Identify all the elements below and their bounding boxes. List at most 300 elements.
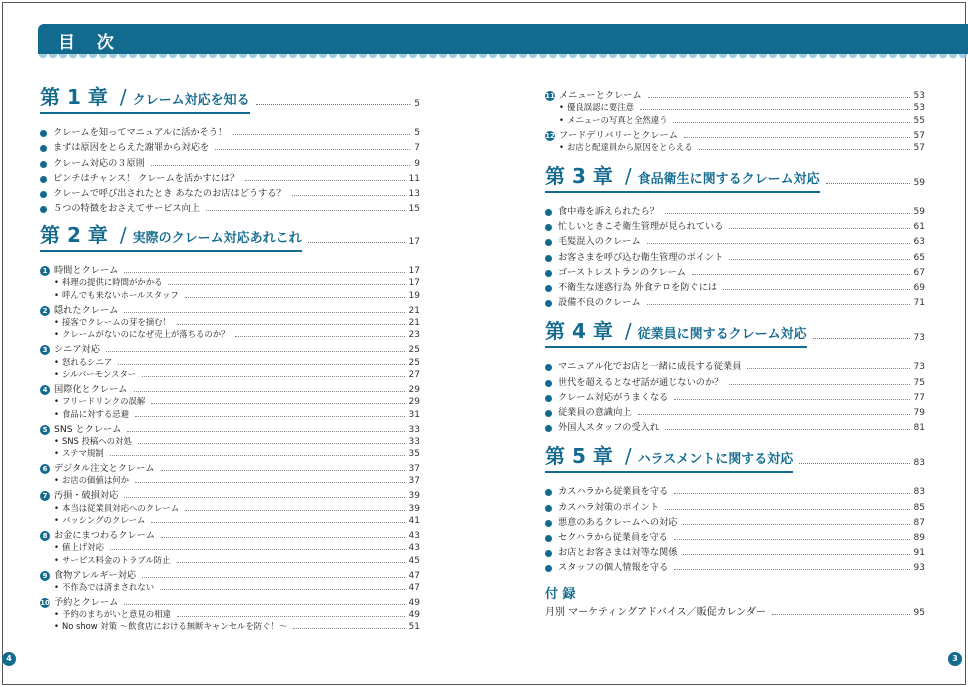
subsection-item-page: 37 bbox=[408, 476, 420, 487]
chapter-item-page: 83 bbox=[913, 487, 925, 498]
subsection-item[interactable] bbox=[40, 501, 420, 513]
subsection-item-text: • 怒れるシニア bbox=[54, 356, 112, 368]
chapter-item-list bbox=[545, 202, 925, 308]
chapter-item-text: 従業員の意識向上 bbox=[558, 406, 632, 418]
chapter-item-page: 63 bbox=[913, 237, 925, 248]
leader-dots bbox=[729, 228, 909, 229]
chapter-item-text: お店とお客さまは対等な関係 bbox=[558, 547, 678, 559]
chapter-item-text: クレームを知ってマニュアルに活かそう！ bbox=[53, 127, 228, 139]
chapter-item-text: まずは原因をとらえた謝罪から対応を bbox=[53, 142, 210, 154]
leader-dots bbox=[692, 274, 910, 275]
bullet-icon bbox=[40, 161, 47, 168]
leader-dots bbox=[160, 589, 404, 590]
chapter-item[interactable] bbox=[545, 543, 925, 558]
bullet-icon bbox=[40, 191, 47, 198]
chapter-item-page: 87 bbox=[913, 517, 925, 528]
subsection-item[interactable] bbox=[40, 276, 420, 288]
leader-dots bbox=[813, 338, 910, 339]
subsection-item-page: 33 bbox=[408, 436, 420, 447]
chapter-page: 59 bbox=[913, 177, 925, 188]
subsection-item-text: • フリードリンクの誤解 bbox=[54, 395, 145, 407]
chapter-item[interactable] bbox=[545, 293, 925, 308]
chapter-page: 83 bbox=[913, 458, 925, 469]
spacer bbox=[545, 348, 925, 357]
leader-dots bbox=[772, 614, 910, 615]
subsection-item[interactable] bbox=[40, 395, 420, 407]
chapter-label bbox=[40, 81, 250, 114]
bullet-icon bbox=[545, 550, 552, 557]
leader-dots bbox=[799, 463, 909, 464]
subsection-item[interactable] bbox=[40, 435, 420, 447]
leader-dots bbox=[729, 259, 909, 260]
section-item-page: 25 bbox=[408, 345, 420, 356]
leader-dots bbox=[215, 149, 410, 150]
chapter-item-page: 85 bbox=[913, 502, 925, 513]
subsection-item-text: • お店と配達員から原因をとらえる bbox=[559, 141, 693, 153]
chapter-page: 17 bbox=[408, 237, 420, 248]
leader-dots bbox=[110, 455, 405, 456]
bullet-icon bbox=[545, 425, 552, 432]
leader-dots bbox=[185, 297, 405, 298]
chapter-heading[interactable] bbox=[545, 443, 925, 473]
leader-dots bbox=[647, 243, 910, 244]
chapter-item-page: 67 bbox=[913, 267, 925, 278]
chapter-title: 従業員に関するクレーム対応 bbox=[637, 327, 807, 343]
chapter-item-page: 81 bbox=[913, 423, 925, 434]
section-item[interactable] bbox=[40, 593, 420, 608]
chapter-item-page: 91 bbox=[913, 548, 925, 559]
section-item-text: シニア対応 bbox=[54, 344, 100, 356]
chapter-heading[interactable] bbox=[40, 84, 420, 114]
section-item-page: 53 bbox=[913, 91, 925, 101]
section-item[interactable] bbox=[40, 261, 420, 276]
leader-dots bbox=[138, 443, 405, 444]
leader-dots bbox=[118, 364, 404, 365]
subsection-item-page: 45 bbox=[408, 555, 420, 566]
leader-dots bbox=[185, 510, 404, 511]
section-item-text: 食物アレルギー対応 bbox=[54, 569, 137, 581]
leader-dots bbox=[683, 524, 909, 525]
slash-divider: / bbox=[624, 319, 632, 344]
subsection-item-page: 41 bbox=[408, 515, 420, 526]
bullet-icon bbox=[545, 364, 552, 371]
leader-dots bbox=[206, 210, 405, 211]
subsection-item-page: 27 bbox=[408, 369, 420, 380]
subsection-item-page: 31 bbox=[408, 409, 420, 420]
chapter-item-page: 93 bbox=[913, 563, 925, 574]
leader-dots bbox=[308, 242, 405, 243]
chapter-item[interactable] bbox=[40, 123, 420, 138]
subsection-item-text: • 本当は従業員対応へのクレーム bbox=[54, 502, 179, 514]
bullet-icon bbox=[545, 285, 552, 292]
section-item[interactable] bbox=[40, 340, 420, 355]
section-item[interactable] bbox=[40, 380, 420, 395]
section-number-icon: 9 bbox=[40, 571, 50, 581]
leader-dots bbox=[177, 324, 405, 325]
leader-dots bbox=[135, 416, 405, 417]
chapter-item-page: 15 bbox=[408, 204, 420, 215]
bullet-icon bbox=[545, 270, 552, 277]
chapter-item[interactable] bbox=[545, 202, 925, 217]
chapter-label bbox=[40, 219, 302, 252]
chapter-item-text: 毛髪混入のクレーム bbox=[558, 236, 641, 248]
appendix-item-text: 月別 マーケティングアドバイス／販促カレンダー bbox=[545, 607, 767, 619]
chapter-heading[interactable] bbox=[545, 163, 925, 193]
leader-dots bbox=[177, 616, 405, 617]
leader-dots bbox=[638, 414, 910, 415]
subsection-item-page: 51 bbox=[408, 622, 420, 633]
chapter-item-list bbox=[40, 123, 420, 214]
section-item-page: 21 bbox=[408, 305, 420, 316]
chapter-item-page: 71 bbox=[913, 298, 925, 309]
leader-dots bbox=[142, 577, 404, 578]
chapter-item-text: セクハラから従業員を守る bbox=[558, 531, 668, 543]
section-item[interactable] bbox=[40, 301, 420, 316]
leader-dots bbox=[124, 272, 404, 273]
chapter-item[interactable] bbox=[545, 278, 925, 293]
subsection-item-page: 17 bbox=[408, 278, 420, 289]
chapter-item-text: 忙しいときこそ衛生管理が見られている bbox=[558, 221, 724, 233]
leader-dots bbox=[747, 368, 909, 369]
leader-dots bbox=[292, 195, 405, 196]
chapter-item-page: 13 bbox=[408, 188, 420, 199]
chapter-item[interactable] bbox=[545, 497, 925, 512]
section-item[interactable] bbox=[40, 459, 420, 474]
leader-dots bbox=[256, 104, 411, 105]
bullet-icon bbox=[545, 209, 552, 216]
chapter-item-page: 61 bbox=[913, 222, 925, 233]
leader-dots bbox=[826, 183, 910, 184]
subsection-item-text: • クレームがないのになぜ売上が落ちるのか？ bbox=[54, 328, 229, 340]
chapter-heading[interactable] bbox=[545, 318, 925, 348]
chapter-item-text: カスハラ対策のポイント bbox=[558, 501, 660, 513]
subsection-item-page: 47 bbox=[408, 582, 420, 593]
chapter-title: 食品衛生に関するクレーム対応 bbox=[637, 171, 820, 187]
leader-dots bbox=[110, 549, 405, 550]
section-number-icon: 12 bbox=[545, 131, 555, 140]
subsection-item[interactable] bbox=[40, 407, 420, 419]
slash-divider: / bbox=[119, 223, 127, 248]
section-item-page: 29 bbox=[408, 384, 420, 395]
subsection-item-text: • 食品に対する忌避 bbox=[54, 408, 129, 420]
chapter-page: 73 bbox=[913, 333, 925, 344]
section-item-page: 33 bbox=[408, 424, 420, 435]
leader-dots bbox=[134, 391, 405, 392]
slash-divider: / bbox=[624, 444, 632, 469]
header-band bbox=[38, 24, 968, 54]
bullet-icon bbox=[40, 176, 47, 183]
chapter-heading[interactable] bbox=[40, 222, 420, 252]
leader-dots bbox=[723, 289, 909, 290]
bullet-icon bbox=[545, 224, 552, 231]
bullet-icon bbox=[545, 535, 552, 542]
chapter-item-text: 設備不良のクレーム bbox=[558, 297, 641, 309]
subsection-item-text: • 料理の提供に時間がかかる bbox=[54, 276, 162, 288]
chapter-item[interactable] bbox=[545, 403, 925, 418]
leader-dots bbox=[168, 284, 404, 285]
leader-dots bbox=[293, 628, 404, 629]
subsection-item-text: • SNS 投稿への対処 bbox=[54, 435, 132, 447]
chapter-item-text: クレーム対応の３原則 bbox=[53, 157, 145, 169]
subsection-item[interactable] bbox=[545, 101, 925, 113]
chapter-item-page: 5 bbox=[414, 128, 420, 139]
subsection-item[interactable] bbox=[40, 355, 420, 367]
leader-dots bbox=[665, 213, 909, 214]
slash-divider: / bbox=[119, 85, 127, 109]
chapter-label bbox=[545, 160, 820, 193]
section-item-page: 47 bbox=[408, 570, 420, 581]
section-number-icon: 7 bbox=[40, 491, 50, 501]
subsection-item[interactable] bbox=[40, 368, 420, 380]
subsection-item-page: 29 bbox=[408, 397, 420, 408]
section-item-text: 予約とクレーム bbox=[54, 596, 119, 608]
leader-dots bbox=[151, 403, 404, 404]
leader-dots bbox=[106, 351, 405, 352]
bullet-icon bbox=[40, 145, 47, 152]
subsection-item-text: • 値上げ対応 bbox=[54, 541, 104, 553]
subsection-item[interactable] bbox=[40, 447, 420, 459]
section-item[interactable] bbox=[545, 86, 925, 101]
chapter-item-text: 不衛生な迷惑行為 外食テロを防ぐには bbox=[558, 282, 718, 294]
section-number-icon: 10 bbox=[40, 598, 50, 607]
leader-dots bbox=[665, 429, 909, 430]
chapter-item-text: ５つの特徴をおさえてサービス向上 bbox=[53, 203, 200, 215]
chapter-item-page: 7 bbox=[414, 143, 420, 154]
subsection-item-page: 49 bbox=[408, 610, 420, 621]
section-item[interactable] bbox=[545, 126, 925, 141]
chapter-item-page: 9 bbox=[414, 158, 420, 169]
section-item[interactable] bbox=[40, 486, 420, 501]
section-number-icon: 5 bbox=[40, 425, 50, 435]
spacer bbox=[545, 473, 925, 482]
leader-dots bbox=[135, 482, 405, 483]
chapter-item-page: 89 bbox=[913, 532, 925, 543]
chapter-item[interactable] bbox=[545, 247, 925, 262]
subsection-item-page: 43 bbox=[408, 543, 420, 554]
chapter-label bbox=[545, 440, 793, 473]
chapter-number: 第 5 章 bbox=[545, 444, 613, 469]
leader-dots bbox=[142, 376, 404, 377]
leader-dots bbox=[235, 336, 404, 337]
section-number-icon: 4 bbox=[40, 385, 50, 395]
section-item-text: 国際化とクレーム bbox=[54, 383, 128, 395]
subsection-item-text: • 不作為では済まされない bbox=[54, 581, 154, 593]
slash-divider: / bbox=[624, 163, 632, 188]
chapter-item-text: ピンチはチャンス！ クレームを活かすには？ bbox=[53, 172, 240, 184]
section-item[interactable] bbox=[40, 566, 420, 581]
subsection-item[interactable] bbox=[40, 541, 420, 553]
leader-dots bbox=[233, 134, 410, 135]
subsection-item-text: • サービス料金のトラブル防止 bbox=[54, 554, 171, 566]
header-wave-pattern bbox=[38, 54, 968, 62]
left-page-number: 4 bbox=[2, 652, 16, 666]
chapter-item-page: 59 bbox=[913, 207, 925, 218]
leader-dots bbox=[161, 470, 405, 471]
subsection-item-page: 21 bbox=[408, 318, 420, 329]
spacer bbox=[40, 114, 420, 123]
subsection-item[interactable] bbox=[40, 328, 420, 340]
leader-dots bbox=[674, 569, 909, 570]
leader-dots bbox=[683, 554, 909, 555]
chapter-item-text: お客さまを呼び込む衛生管理のポイント bbox=[558, 251, 724, 263]
subsection-item-text: • お店の価値は何か bbox=[54, 474, 129, 486]
leader-dots bbox=[177, 562, 405, 563]
subsection-item[interactable] bbox=[545, 113, 925, 125]
section-item-page: 57 bbox=[913, 130, 925, 141]
bullet-icon bbox=[545, 410, 552, 417]
chapter-item[interactable] bbox=[545, 372, 925, 387]
chapter-number: 第 1 章 bbox=[40, 85, 108, 109]
bullet-icon bbox=[40, 206, 47, 213]
section-item[interactable] bbox=[40, 420, 420, 435]
leader-dots bbox=[640, 109, 910, 110]
subsection-item[interactable] bbox=[40, 288, 420, 300]
chapter-item-text: 世代を超えるとなぜ話が通じないのか？ bbox=[558, 376, 724, 388]
chapter-item-list bbox=[545, 357, 925, 433]
leader-dots bbox=[151, 165, 410, 166]
leader-dots bbox=[648, 97, 910, 98]
chapter-item-text: 外国人スタッフの受入れ bbox=[558, 422, 660, 434]
leader-dots bbox=[674, 539, 910, 540]
section-item-page: 43 bbox=[408, 530, 420, 541]
chapter-number: 第 2 章 bbox=[40, 223, 108, 248]
section-item-page: 17 bbox=[408, 266, 420, 277]
spacer bbox=[545, 193, 925, 202]
chapter-item[interactable] bbox=[545, 558, 925, 573]
subsection-item[interactable] bbox=[545, 141, 925, 153]
section-item-text: SNS とクレーム bbox=[54, 423, 122, 435]
chapter-item-page: 79 bbox=[913, 407, 925, 418]
chapter-item[interactable] bbox=[545, 513, 925, 528]
chapter-title: ハラスメントに関する対応 bbox=[637, 452, 794, 468]
subsection-item-page: 55 bbox=[913, 115, 925, 126]
subsection-item-page: 23 bbox=[408, 330, 420, 341]
subsection-item-text: • 接客でクレームの芽を摘む！ bbox=[54, 316, 171, 328]
leader-dots bbox=[124, 312, 404, 313]
chapter-title: 実際のクレーム対応あれこれ bbox=[132, 231, 302, 247]
appendix-item-page: 95 bbox=[913, 608, 925, 619]
subsection-item-text: • 予約のまちがいと意見の相違 bbox=[54, 608, 171, 620]
chapter-item[interactable] bbox=[545, 232, 925, 247]
leader-dots bbox=[124, 604, 404, 605]
chapter-item[interactable] bbox=[545, 388, 925, 403]
subsection-item-page: 35 bbox=[408, 449, 420, 460]
section-item-text: 隠れたクレーム bbox=[54, 304, 119, 316]
chapter-item-page: 77 bbox=[913, 392, 925, 403]
section-number-icon: 1 bbox=[40, 266, 50, 276]
bullet-icon bbox=[545, 239, 552, 246]
section-number-icon: 2 bbox=[40, 306, 50, 316]
section-item[interactable] bbox=[40, 526, 420, 541]
leader-dots bbox=[151, 522, 404, 523]
section-number-icon: 11 bbox=[545, 92, 555, 100]
chapter-item-page: 73 bbox=[913, 362, 925, 373]
chapter-item-text: マニュアル化でお店と一緒に成長する従業員 bbox=[558, 361, 742, 373]
leader-dots bbox=[699, 149, 910, 150]
subsection-item-text: • シルバーモンスター bbox=[54, 368, 136, 380]
chapter-label bbox=[545, 315, 807, 348]
chapter-item-list bbox=[545, 482, 925, 573]
section-number-icon: 8 bbox=[40, 531, 50, 541]
subsection-item-text: • バッシングのクレーム bbox=[54, 514, 145, 526]
chapter-item[interactable] bbox=[545, 217, 925, 232]
chapter-item-page: 69 bbox=[913, 283, 925, 294]
leader-dots bbox=[684, 137, 910, 138]
chapter-number: 第 4 章 bbox=[545, 319, 613, 344]
chapter-item[interactable] bbox=[40, 138, 420, 153]
bullet-icon bbox=[545, 520, 552, 527]
leader-dots bbox=[127, 431, 404, 432]
chapter-page: 5 bbox=[414, 99, 420, 109]
bullet-icon bbox=[545, 380, 552, 387]
appendix-item[interactable] bbox=[545, 603, 925, 618]
section-item-page: 49 bbox=[408, 597, 420, 608]
subsection-item[interactable] bbox=[40, 608, 420, 620]
leader-dots bbox=[673, 122, 909, 123]
subsection-item-page: 57 bbox=[913, 142, 925, 153]
section-item-text: デジタル注文とクレーム bbox=[54, 463, 155, 475]
leader-dots bbox=[647, 304, 910, 305]
subsection-item-page: 39 bbox=[408, 503, 420, 514]
chapter-item[interactable] bbox=[545, 528, 925, 543]
right-page-number: 3 bbox=[948, 652, 962, 666]
leader-dots bbox=[161, 537, 404, 538]
chapter-item[interactable] bbox=[545, 418, 925, 433]
chapter-item[interactable] bbox=[545, 357, 925, 372]
bullet-icon bbox=[545, 565, 552, 572]
leader-dots bbox=[674, 399, 909, 400]
chapter-item-text: カスハラから従業員を守る bbox=[558, 486, 669, 498]
section-number-icon: 3 bbox=[40, 345, 50, 355]
chapter-item[interactable] bbox=[545, 263, 925, 278]
subsection-item-page: 53 bbox=[913, 103, 925, 114]
subsection-item[interactable] bbox=[40, 620, 420, 632]
chapter-item[interactable] bbox=[40, 169, 420, 184]
subsection-item-text: • 優良誤認に要注意 bbox=[559, 101, 634, 113]
chapter-item[interactable] bbox=[40, 184, 420, 199]
left-column bbox=[40, 84, 420, 632]
bullet-icon bbox=[545, 255, 552, 262]
leader-dots bbox=[124, 497, 404, 498]
appendix-title: 付 録 bbox=[545, 587, 576, 603]
leader-dots bbox=[665, 509, 909, 510]
bullet-icon bbox=[545, 395, 552, 402]
subsection-item[interactable] bbox=[40, 316, 420, 328]
chapter-item[interactable] bbox=[40, 153, 420, 168]
toc-title: 目 次 bbox=[58, 33, 122, 53]
subsection-item-text: • No show 対策 〜飲食店における無断キャンセルを防ぐ！〜 bbox=[54, 620, 287, 632]
chapter-item-text: ゴーストレストランのクレーム bbox=[558, 266, 686, 278]
chapter-item-text: 食中毒を訴えられたら？ bbox=[558, 206, 660, 218]
chapter-number: 第 3 章 bbox=[545, 163, 613, 188]
leader-dots bbox=[245, 180, 404, 181]
subsection-item[interactable] bbox=[40, 474, 420, 486]
right-column bbox=[545, 86, 925, 618]
section-item-text: フードデリバリーとクレーム bbox=[559, 129, 678, 141]
chapter-item-page: 11 bbox=[408, 173, 420, 184]
subsection-item[interactable] bbox=[40, 514, 420, 526]
subsection-item-text: • メニューの写真と全然違う bbox=[559, 114, 667, 126]
bullet-icon bbox=[40, 130, 47, 137]
section-item-page: 37 bbox=[408, 464, 420, 475]
subsection-item[interactable] bbox=[40, 553, 420, 565]
chapter-item[interactable] bbox=[545, 482, 925, 497]
subsection-item[interactable] bbox=[40, 581, 420, 593]
subsection-item-page: 25 bbox=[408, 357, 420, 368]
chapter-item[interactable] bbox=[40, 199, 420, 214]
subsection-item-page: 19 bbox=[408, 290, 420, 301]
chapter-title: クレーム対応を知る bbox=[132, 93, 250, 108]
